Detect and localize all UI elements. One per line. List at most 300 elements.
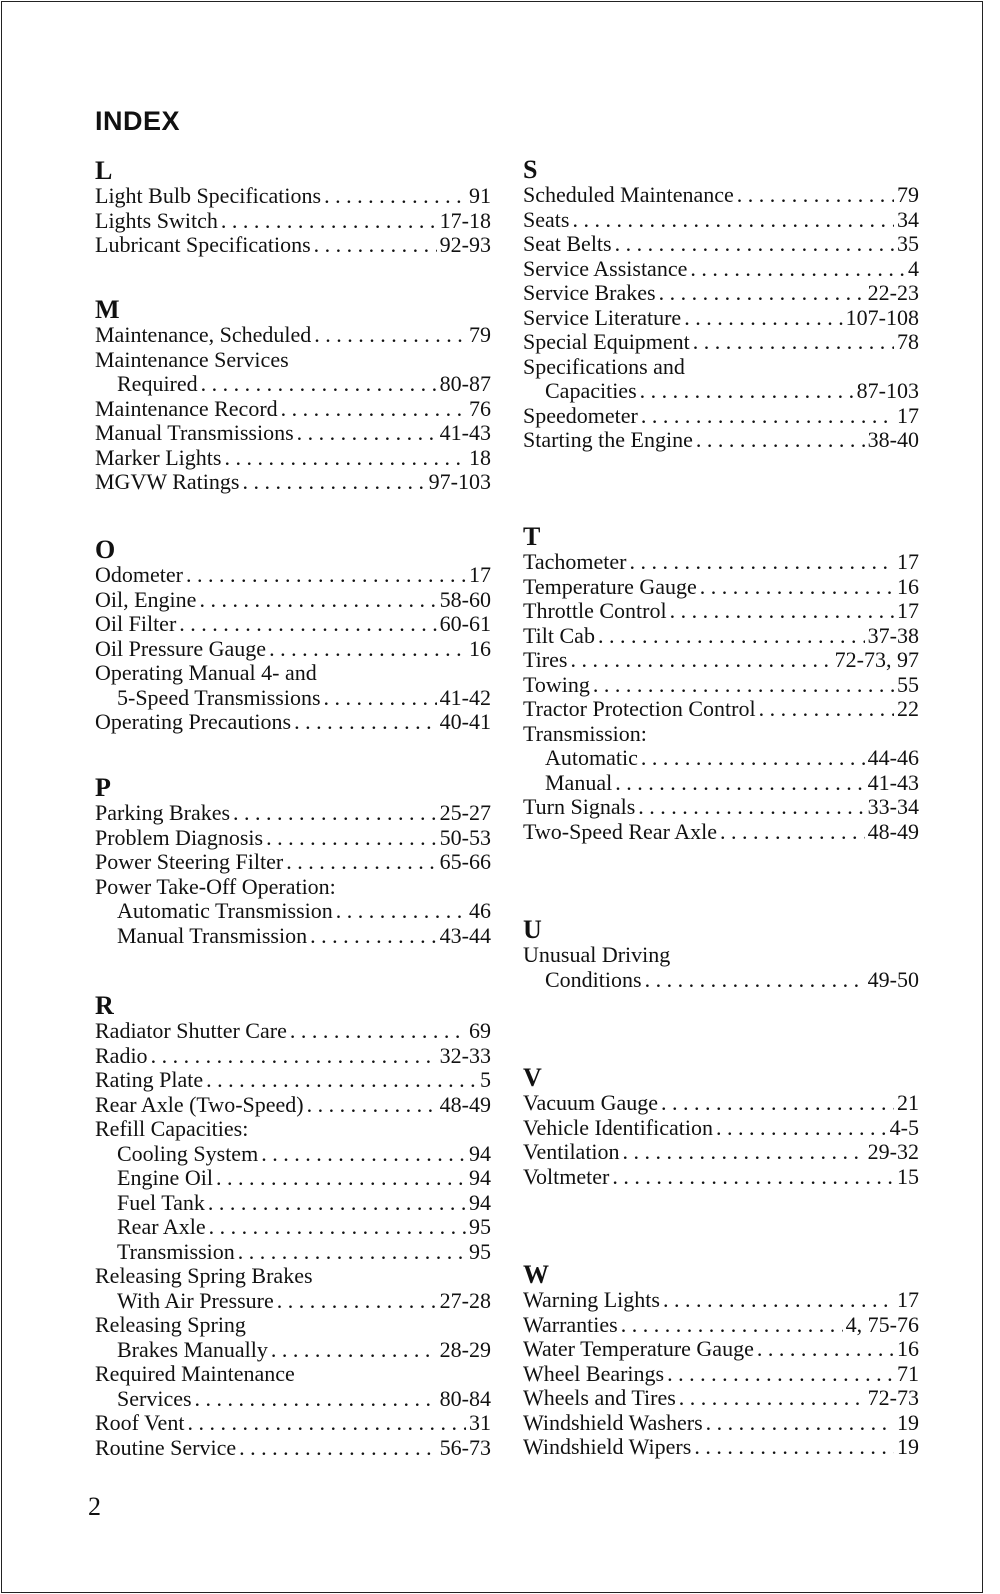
dot-leader: [670, 599, 894, 624]
index-entry: [95, 446, 491, 471]
dot-leader: [195, 1387, 437, 1412]
entry-page: 69: [469, 1018, 491, 1043]
entry-page: 34: [897, 206, 919, 232]
index-section-p: [95, 775, 491, 948]
dot-leader: [612, 1165, 894, 1190]
dot-leader: [659, 281, 865, 306]
entry-page: 22-23: [867, 280, 919, 305]
dot-leader: [663, 1288, 894, 1313]
dot-leader: [233, 801, 437, 826]
entry-label: Refill Capacities:: [95, 1116, 249, 1141]
entry-label: 5-Speed Transmissions: [117, 684, 321, 710]
index-entry: [95, 801, 491, 826]
index-entry: [523, 771, 919, 796]
index-entry: [523, 306, 919, 331]
entry-label: Releasing Spring Brakes: [95, 1263, 313, 1288]
entry-label: Towing: [523, 671, 590, 697]
index-entry: [95, 563, 491, 588]
entry-page: 46: [469, 898, 491, 923]
index-entry: [95, 1191, 491, 1216]
entry-page: 31: [469, 1410, 491, 1435]
index-entry: [95, 1387, 491, 1412]
dot-leader: [216, 1166, 466, 1191]
dot-leader: [221, 209, 437, 234]
dot-leader: [151, 1044, 437, 1069]
entry-label: Seats: [523, 206, 570, 232]
dot-leader: [720, 820, 865, 845]
index-entry: [523, 355, 919, 380]
dot-leader: [716, 1116, 887, 1141]
entry-page: 48-49: [867, 818, 919, 844]
entry-page: 41-43: [439, 420, 491, 445]
index-entry: [523, 1116, 919, 1141]
index-entry: [523, 1313, 919, 1338]
dot-leader: [277, 1289, 437, 1314]
entry-label: Starting the Engine: [523, 427, 693, 452]
dot-leader: [307, 1093, 437, 1118]
index-entry: [95, 899, 491, 924]
entry-page: 19: [897, 1434, 919, 1459]
entry-label: Manual Transmissions: [95, 420, 294, 445]
index-entry: [523, 281, 919, 306]
dot-leader: [336, 899, 466, 924]
entry-label: Wheels and Tires: [523, 1385, 676, 1410]
index-entry: [523, 1165, 919, 1190]
index-entry: [523, 1288, 919, 1313]
entry-label: Water Temperature Gauge: [523, 1336, 754, 1361]
entry-label: Tires: [523, 647, 568, 672]
entry-page: 16: [469, 635, 491, 661]
entry-page: 4, 75-76: [845, 1311, 919, 1337]
entry-label: Turn Signals: [523, 794, 636, 819]
dot-leader: [324, 686, 437, 711]
entry-label: Roof Vent: [95, 1410, 185, 1435]
dot-leader: [679, 1386, 865, 1411]
entry-page: 40-41: [439, 709, 491, 734]
entry-page: 80-87: [439, 371, 491, 396]
entry-page: 72-73, 97: [834, 647, 919, 672]
dot-leader: [271, 1338, 437, 1363]
entry-page: 21: [897, 1090, 919, 1115]
index-entry: [523, 575, 919, 600]
index-entry: [523, 1411, 919, 1436]
entry-label: Maintenance Record: [95, 395, 278, 421]
entry-page: 78: [897, 329, 919, 354]
index-section-m: [95, 297, 491, 495]
entry-page: 18: [469, 444, 491, 470]
dot-leader: [324, 184, 466, 209]
dot-leader: [615, 232, 894, 257]
dot-leader: [757, 1337, 894, 1362]
dot-leader: [693, 330, 894, 355]
index-entry: [95, 209, 491, 234]
index-entry: [95, 372, 491, 397]
dot-leader: [572, 208, 894, 233]
dot-leader: [684, 306, 842, 331]
index-entry: [95, 1142, 491, 1167]
entry-label: Rear Axle: [117, 1214, 206, 1239]
dot-leader: [641, 746, 865, 771]
index-entry: [95, 875, 491, 900]
entry-page: 65-66: [439, 849, 491, 874]
index-entry: [523, 379, 919, 404]
index-entry: [95, 588, 491, 613]
dot-leader: [598, 624, 865, 649]
entry-page: 94: [469, 1165, 491, 1190]
dot-leader: [206, 1068, 477, 1093]
dot-leader: [661, 1091, 894, 1116]
dot-leader: [570, 648, 831, 673]
entry-page: 38-40: [867, 427, 919, 452]
entry-label: Vacuum Gauge: [523, 1090, 659, 1115]
index-entry: [523, 404, 919, 429]
index-entry: [523, 624, 919, 649]
dot-leader: [269, 637, 466, 662]
index-section-t: [523, 524, 919, 844]
index-entry: [523, 1140, 919, 1165]
index-entry: [523, 550, 919, 575]
entry-page: 79: [469, 322, 491, 347]
dot-leader: [294, 710, 437, 735]
entry-label: Power Take-Off Operation:: [95, 873, 336, 899]
section-letter: W: [523, 1260, 549, 1289]
index-entry: [95, 421, 491, 446]
dot-leader: [593, 673, 894, 698]
entry-label: Manual Transmission: [117, 922, 308, 948]
entry-label: Speedometer: [523, 402, 638, 428]
entry-label: Wheel Bearings: [523, 1360, 665, 1386]
entry-page: 17: [897, 549, 919, 574]
entry-page: 58-60: [439, 586, 491, 612]
dot-leader: [297, 421, 437, 446]
dot-leader: [696, 428, 865, 453]
entry-page: 37-38: [867, 622, 919, 648]
entry-label: Special Equipment: [523, 329, 690, 354]
dot-leader: [630, 550, 894, 575]
dot-leader: [239, 1436, 437, 1461]
entry-label: Engine Oil: [117, 1165, 213, 1190]
index-entry: [523, 820, 919, 845]
entry-label: Operating Manual 4- and: [95, 660, 317, 685]
index-entry: [95, 1362, 491, 1387]
section-letter: P: [95, 773, 111, 802]
entry-page: 94: [469, 1189, 491, 1215]
dot-leader: [694, 1435, 894, 1460]
entry-label: Light Bulb Specifications: [95, 183, 322, 208]
dot-leader: [201, 372, 437, 397]
entry-label: Windshield Washers: [523, 1409, 703, 1435]
dot-leader: [621, 1313, 843, 1338]
entry-label: Conditions: [545, 966, 642, 992]
index-entry: [523, 648, 919, 673]
entry-page: 17: [897, 1287, 919, 1312]
entry-label: Warning Lights: [523, 1287, 660, 1312]
entry-label: Specifications and: [523, 353, 685, 379]
entry-label: Releasing Spring: [95, 1312, 246, 1337]
index-entry: [523, 943, 919, 968]
dot-leader: [667, 1362, 894, 1387]
entry-label: Maintenance Services: [95, 346, 289, 372]
dot-leader: [640, 379, 854, 404]
section-letter: R: [95, 991, 114, 1020]
index-entry: [95, 686, 491, 711]
entry-page: 92-93: [439, 232, 491, 257]
entry-page: 55: [897, 671, 919, 697]
index-entry: [95, 323, 491, 348]
entry-label: Windshield Wipers: [523, 1434, 692, 1459]
index-entry: [95, 1338, 491, 1363]
dot-leader: [208, 1191, 466, 1216]
entry-page: 5: [480, 1067, 491, 1092]
entry-label: Capacities: [545, 378, 637, 403]
entry-page: 17-18: [439, 207, 491, 233]
entry-label: Tilt Cab: [523, 622, 595, 648]
dot-leader: [310, 924, 437, 949]
index-entry: [95, 1240, 491, 1265]
entry-label: Lights Switch: [95, 207, 218, 233]
page-number: 2: [88, 1492, 101, 1521]
entry-label: Voltmeter: [523, 1163, 610, 1189]
dot-leader: [242, 470, 425, 495]
index-entry: [523, 968, 919, 993]
entry-label: Power Steering Filter: [95, 849, 284, 874]
index-entry: [523, 1362, 919, 1387]
entry-label: Marker Lights: [95, 444, 222, 470]
index-entry: [95, 924, 491, 949]
index-entry: [523, 1435, 919, 1460]
entry-page: 15: [897, 1163, 919, 1189]
index-entry: [523, 795, 919, 820]
dot-leader: [645, 968, 865, 993]
section-letter: U: [523, 915, 542, 944]
index-entry: [95, 1264, 491, 1289]
entry-label: Operating Precautions: [95, 709, 292, 734]
entry-label: With Air Pressure: [117, 1287, 274, 1313]
dot-leader: [641, 404, 894, 429]
index-section-o: [95, 537, 491, 735]
entry-page: 16: [897, 1336, 919, 1361]
entry-page: 60-61: [439, 611, 491, 636]
index-entry: [523, 1337, 919, 1362]
index-entry: [95, 1068, 491, 1093]
entry-page: 94: [469, 1140, 491, 1166]
index-entry: [95, 1166, 491, 1191]
index-section-s: [523, 157, 919, 453]
index-entry: [95, 184, 491, 209]
index-entry: [95, 1411, 491, 1436]
entry-label: Parking Brakes: [95, 800, 231, 825]
dot-leader: [261, 1142, 466, 1167]
entry-label: Radio: [95, 1042, 148, 1068]
section-letter: L: [95, 156, 113, 185]
entry-label: Manual: [545, 769, 613, 795]
dot-leader: [238, 1240, 466, 1265]
entry-label: Service Assistance: [523, 255, 688, 281]
entry-label: Warranties: [523, 1311, 618, 1337]
entry-page: 4: [908, 255, 919, 281]
dot-leader: [623, 1140, 865, 1165]
entry-label: Services: [117, 1385, 192, 1411]
entry-label: Fuel Tank: [117, 1189, 205, 1215]
entry-label: Odometer: [95, 562, 183, 587]
dot-leader: [638, 795, 864, 820]
index-entry: [95, 1093, 491, 1118]
index-entry: [95, 850, 491, 875]
entry-page: 32-33: [439, 1042, 491, 1068]
entry-label: Rear Axle (Two-Speed): [95, 1091, 304, 1117]
entry-label: Automatic: [545, 745, 638, 770]
entry-label: Throttle Control: [523, 598, 667, 623]
dot-leader: [179, 612, 436, 637]
section-letter: O: [95, 535, 116, 564]
entry-label: Seat Belts: [523, 231, 612, 256]
entry-page: 56-73: [439, 1434, 491, 1460]
index-entry: [95, 710, 491, 735]
index-section-r: [95, 993, 491, 1460]
entry-page: 44-46: [867, 745, 919, 770]
dot-leader: [266, 826, 437, 851]
index-entry: [523, 232, 919, 257]
entry-label: Automatic Transmission: [117, 898, 333, 923]
dot-leader: [615, 771, 864, 796]
entry-label: Lubricant Specifications: [95, 232, 311, 257]
index-entry: [95, 1436, 491, 1461]
entry-label: Transmission:: [523, 720, 647, 746]
index-entry: [95, 1019, 491, 1044]
index-section-w: [523, 1262, 919, 1460]
index-entry: [523, 599, 919, 624]
dot-leader: [186, 563, 466, 588]
index-entry: [523, 1091, 919, 1116]
index-entry: [95, 397, 491, 422]
entry-page: 22: [897, 696, 919, 721]
index-entry: [523, 697, 919, 722]
dot-leader: [187, 1411, 466, 1436]
dot-leader: [314, 323, 466, 348]
entry-page: 87-103: [856, 378, 919, 403]
index-entry: [523, 1386, 919, 1411]
entry-page: 71: [897, 1360, 919, 1386]
index-entry: [523, 257, 919, 282]
entry-label: Service Brakes: [523, 280, 656, 305]
entry-page: 41-42: [439, 684, 491, 710]
entry-label: Oil Pressure Gauge: [95, 635, 267, 661]
entry-page: 27-28: [439, 1287, 491, 1313]
index-entry: [523, 673, 919, 698]
entry-page: 33-34: [867, 794, 919, 819]
entry-page: 25-27: [439, 800, 491, 825]
entry-label: Brakes Manually: [117, 1336, 268, 1362]
entry-page: 79: [897, 182, 919, 207]
entry-label: Rating Plate: [95, 1067, 204, 1092]
entry-page: 50-53: [439, 824, 491, 850]
page-title: INDEX: [95, 106, 181, 136]
entry-page: 35: [897, 231, 919, 256]
entry-page: 17: [469, 562, 491, 587]
index-entry: [95, 348, 491, 373]
index-section-u: [523, 917, 919, 992]
section-letter: M: [95, 295, 120, 324]
entry-page: 29-32: [867, 1139, 919, 1164]
entry-page: 41-43: [867, 769, 919, 795]
entry-page: 95: [469, 1214, 491, 1239]
entry-page: 17: [897, 598, 919, 623]
entry-page: 43-44: [439, 922, 491, 948]
index-entry: [95, 233, 491, 258]
entry-label: Required Maintenance: [95, 1361, 295, 1386]
entry-label: Ventilation: [523, 1139, 620, 1164]
dot-leader: [199, 588, 436, 613]
entry-page: 48-49: [439, 1091, 491, 1117]
entry-page: 4-5: [889, 1114, 919, 1140]
dot-leader: [690, 257, 905, 282]
entry-label: Routine Service: [95, 1434, 237, 1460]
entry-label: Radiator Shutter Care: [95, 1018, 287, 1043]
index-entry: [523, 330, 919, 355]
section-letter: T: [523, 522, 541, 551]
index-section-v: [523, 1065, 919, 1189]
index-entry: [95, 612, 491, 637]
index-entry: [95, 1117, 491, 1142]
index-entry: [523, 183, 919, 208]
entry-label: Service Literature: [523, 304, 682, 330]
index-section-l: [95, 158, 491, 258]
entry-page: 95: [469, 1238, 491, 1264]
entry-label: Oil Filter: [95, 611, 177, 636]
entry-label: Oil, Engine: [95, 586, 197, 612]
dot-leader: [290, 1019, 466, 1044]
index-entry: [95, 1215, 491, 1240]
entry-label: Tractor Protection Control: [523, 696, 756, 721]
dot-leader: [759, 697, 894, 722]
entry-page: 72-73: [867, 1385, 919, 1410]
entry-label: Maintenance, Scheduled: [95, 322, 312, 347]
dot-leader: [281, 397, 466, 422]
dot-leader: [209, 1215, 466, 1240]
section-letter: V: [523, 1063, 542, 1092]
index-entry: [95, 470, 491, 495]
index-entry: [523, 722, 919, 747]
entry-label: Scheduled Maintenance: [523, 182, 734, 207]
entry-label: Tachometer: [523, 549, 627, 574]
entry-page: 28-29: [439, 1336, 491, 1362]
index-entry: [95, 1289, 491, 1314]
entry-label: Transmission: [117, 1238, 235, 1264]
index-entry: [523, 208, 919, 233]
entry-page: 107-108: [845, 304, 919, 330]
entry-page: 91: [469, 183, 491, 208]
entry-label: Two-Speed Rear Axle: [523, 818, 717, 844]
index-entry: [95, 1313, 491, 1338]
dot-leader: [700, 575, 894, 600]
index-entry: [95, 826, 491, 851]
index-page: [1, 1, 983, 1593]
dot-leader: [286, 850, 436, 875]
index-entry: [95, 637, 491, 662]
entry-page: 19: [897, 1409, 919, 1435]
entry-label: Problem Diagnosis: [95, 824, 264, 850]
index-entry: [523, 428, 919, 453]
section-letter: S: [523, 155, 538, 184]
entry-label: MGVW Ratings: [95, 469, 240, 494]
index-entry: [523, 746, 919, 771]
entry-page: 80-84: [439, 1385, 491, 1411]
entry-page: 17: [897, 402, 919, 428]
index-entry: [95, 661, 491, 686]
dot-leader: [314, 233, 437, 258]
dot-leader: [737, 183, 894, 208]
entry-label: Vehicle Identification: [523, 1114, 713, 1140]
